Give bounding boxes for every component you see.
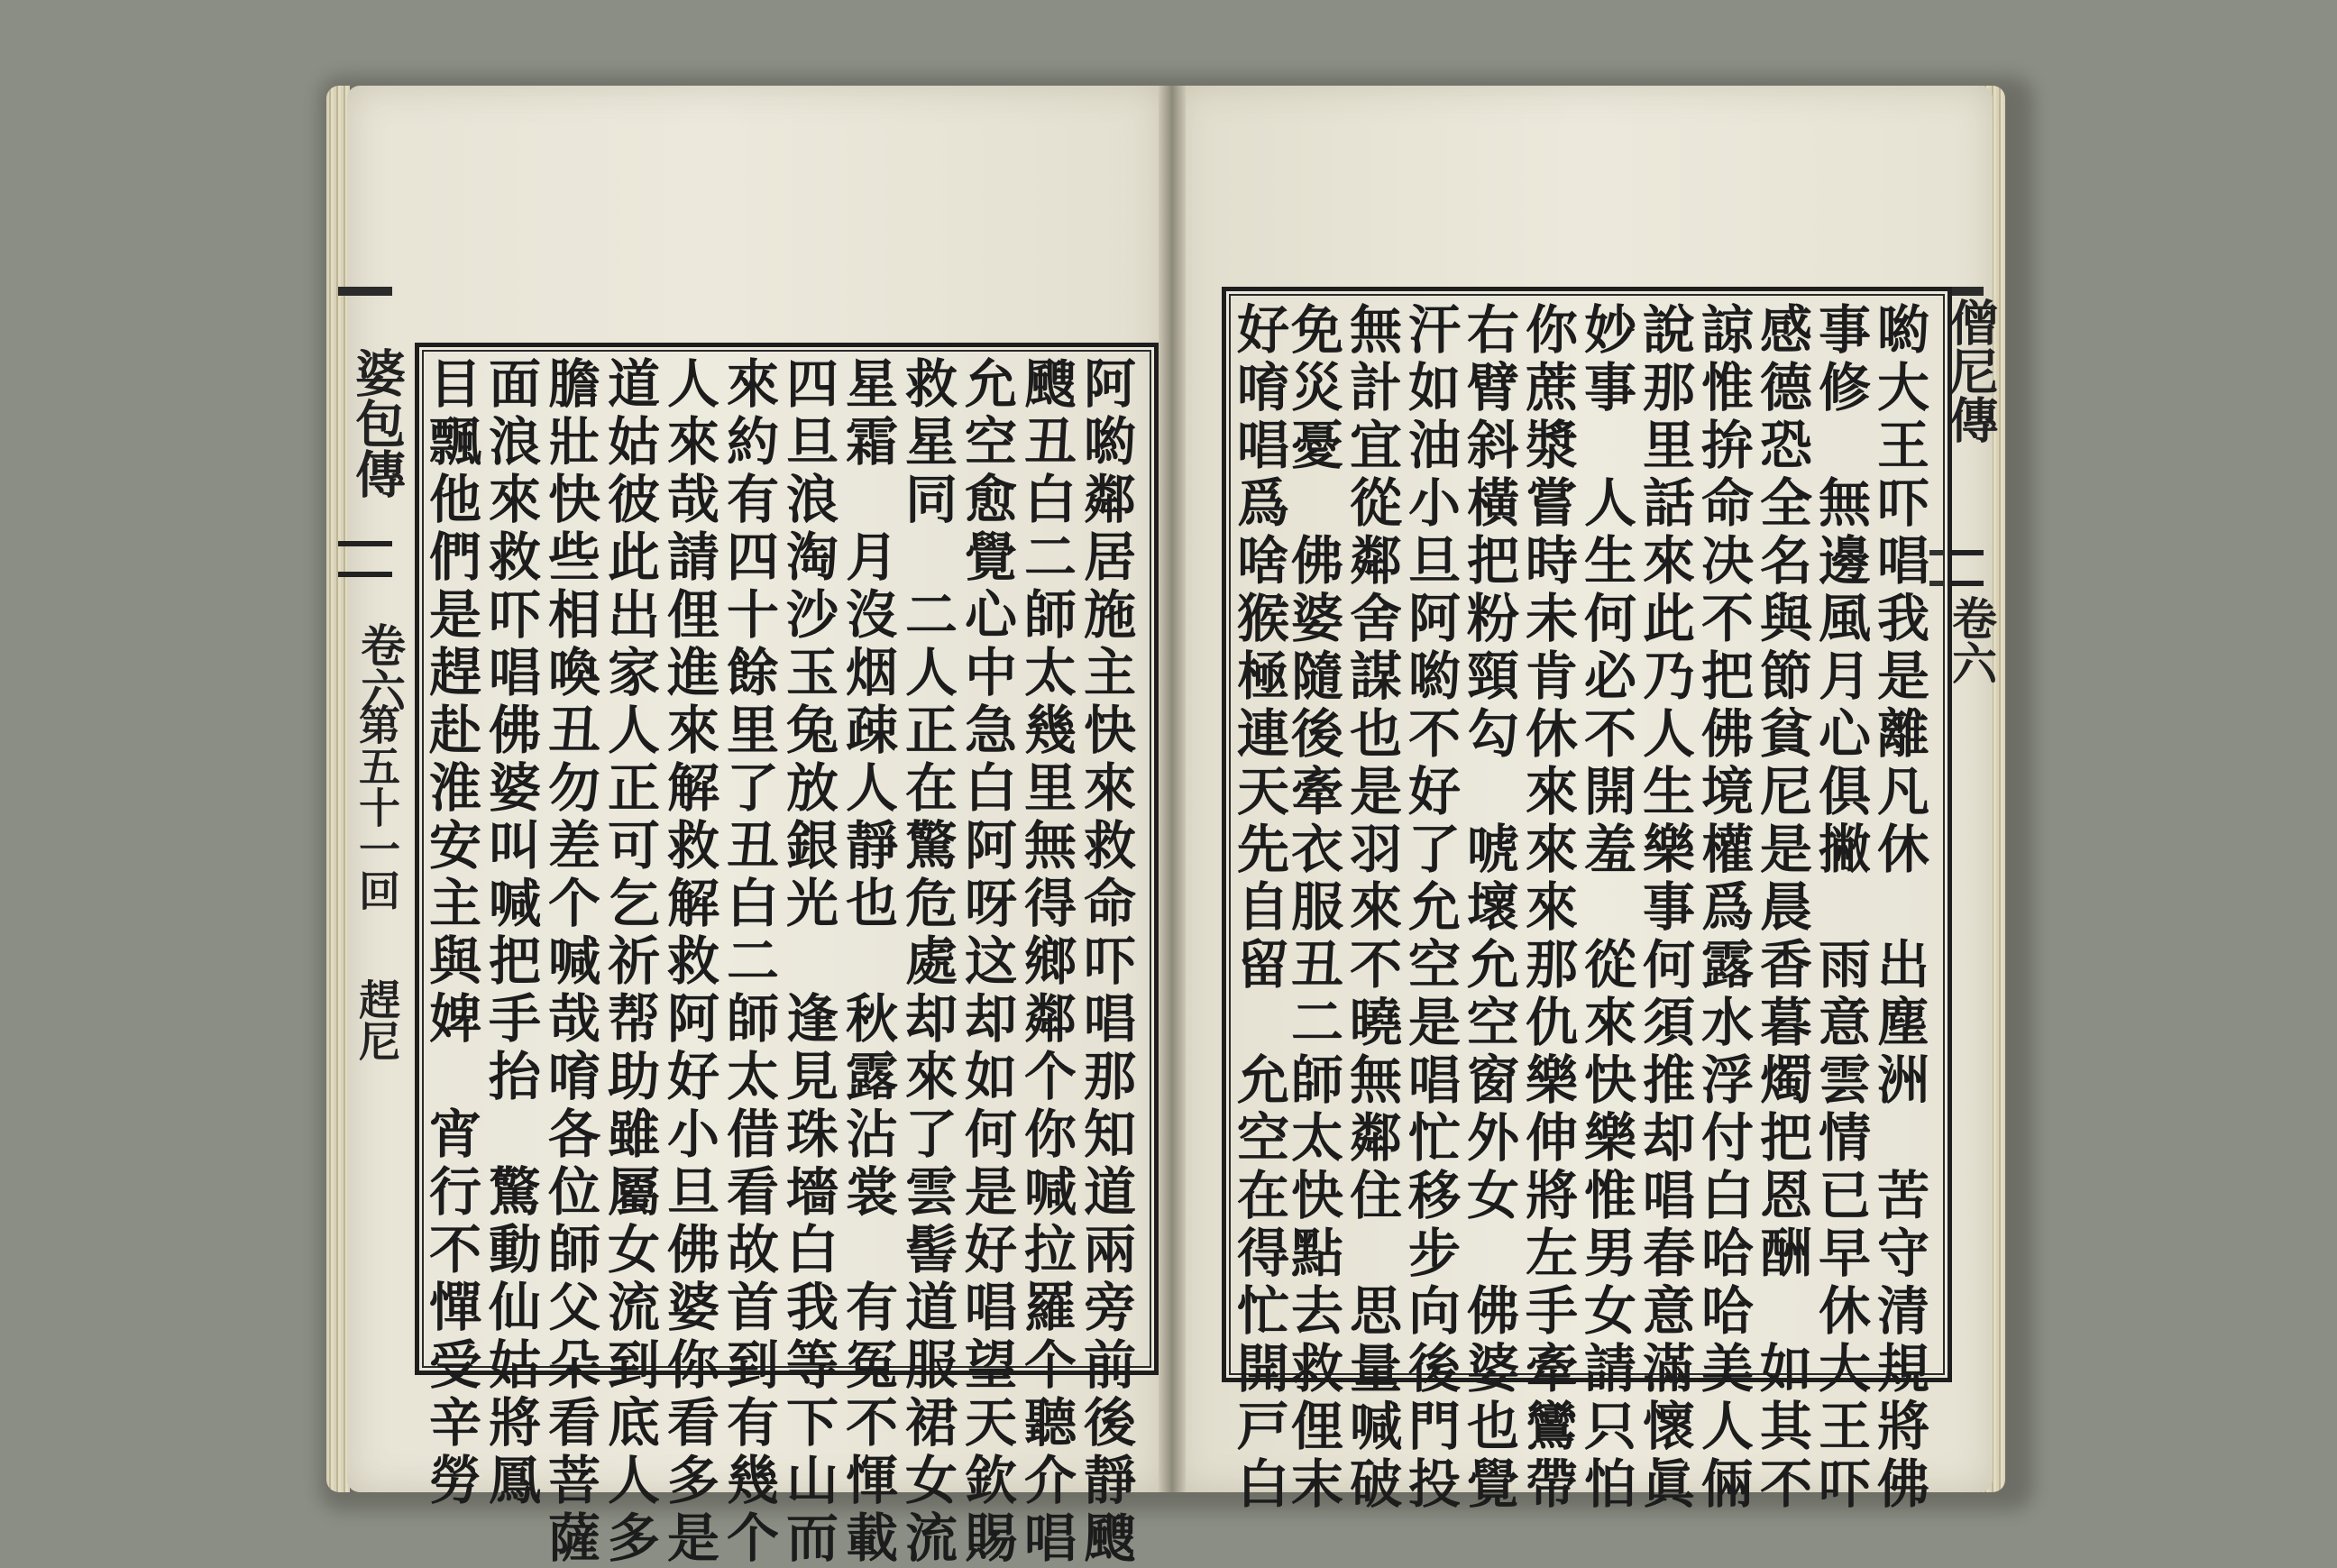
right-column-9: 汗如油小旦阿喲不好了允空是唱忙移步向後門投 <box>1399 302 1461 1514</box>
right-column-5: 說那里話來此乃人生樂事何須推却唱春意滿懷眞 <box>1634 302 1695 1514</box>
left-column-5: 星霜 月沒烟疎人靜也 秋露沾裳 有冤不惲載 <box>837 356 898 1568</box>
left-margin-bar <box>338 287 392 296</box>
right-column-6: 妙事 人生何必不開羞 從來快樂惟男女請只怕 <box>1575 302 1636 1514</box>
left-column-10: 膽壯快些相喚丑勿差个喊哉唷各位師父朵看菩薩 <box>539 356 600 1568</box>
left-column-8: 人來哉請俚進來解救解救阿好小旦佛婆你看多是 <box>658 356 719 1568</box>
left-column-3: 允空愈覺心中急白阿呀这却如何是好唱望天欽賜 <box>956 356 1017 1568</box>
left-column-12: 目飄他們是趕赴淮安主與婢 宵行不憚受辛勞 <box>420 356 481 1510</box>
left-margin-chapter-tail: 趕尼 <box>353 978 401 1061</box>
right-column-4: 諒惟拚命决不把佛境權爲露水浮付白哈哈美人倆 <box>1692 302 1754 1514</box>
right-column-11: 免災憂 佛婆隨後牽衣服丑二師太快點去救俚末 <box>1282 302 1343 1514</box>
right-column-1: 喲大王吓唱我是離凡休 出塵洲 苦守清規將佛 <box>1868 302 1929 1514</box>
left-column-4: 救星同 二人正在驚危處却來了雲髻道服裙女流 <box>896 356 958 1568</box>
left-fishtail <box>338 541 392 577</box>
left-column-1: 阿喲鄰居施主快來救命吓唱那知道兩旁前後靜颼 <box>1075 356 1136 1568</box>
right-column-10: 無計宜從鄰舍謀也是羽來不曉無鄰住 思量喊破 <box>1341 302 1402 1514</box>
left-column-2: 颼丑白二師太幾里無得鄉鄰个你喊拉羅个聽介唱 <box>1015 356 1077 1568</box>
left-column-9: 道姑彼此出家人正可乞祈帮助雖屬女流到底人多 <box>599 356 660 1568</box>
right-column-2: 事修 無邊風月心俱撇 雨意雲情已早休大王吓 <box>1810 302 1871 1514</box>
right-column-12: 好唷唱爲啥猴極連天先自留 允空在得忙開戸白 <box>1228 302 1289 1514</box>
right-column-7: 你蔗漿嘗時未肯休來來來那仇樂伸將左手牽鸞帶 <box>1517 302 1578 1514</box>
left-margin-title: 婆包傳 <box>347 347 407 499</box>
right-column-8: 右臂斜橫把粉頸勾 唬壞允空窗外女 佛婆也覺 <box>1458 302 1519 1514</box>
book-gutter <box>1159 86 1186 1492</box>
left-column-7: 來約有四十餘里了丑白二師太借看故首到有幾个 <box>718 356 779 1568</box>
left-margin-volume: 卷六 <box>353 622 407 712</box>
right-margin-title: 僧尼傳 <box>1942 298 2000 444</box>
left-column-11: 面浪來救吓唱佛婆叫喊把手抬 驚動仙姑將鳳 <box>480 356 541 1510</box>
left-margin-chapter: 第五十一回 <box>353 703 401 911</box>
right-column-3: 感德恐全名與節貧尼是晨香暮燭把恩酬 如其不 <box>1751 302 1812 1514</box>
right-margin-volume: 卷六 <box>1945 595 1998 685</box>
left-column-6: 四旦浪淘沙玉兔放銀光 逢見珠墻白我等下山而 <box>777 356 839 1568</box>
